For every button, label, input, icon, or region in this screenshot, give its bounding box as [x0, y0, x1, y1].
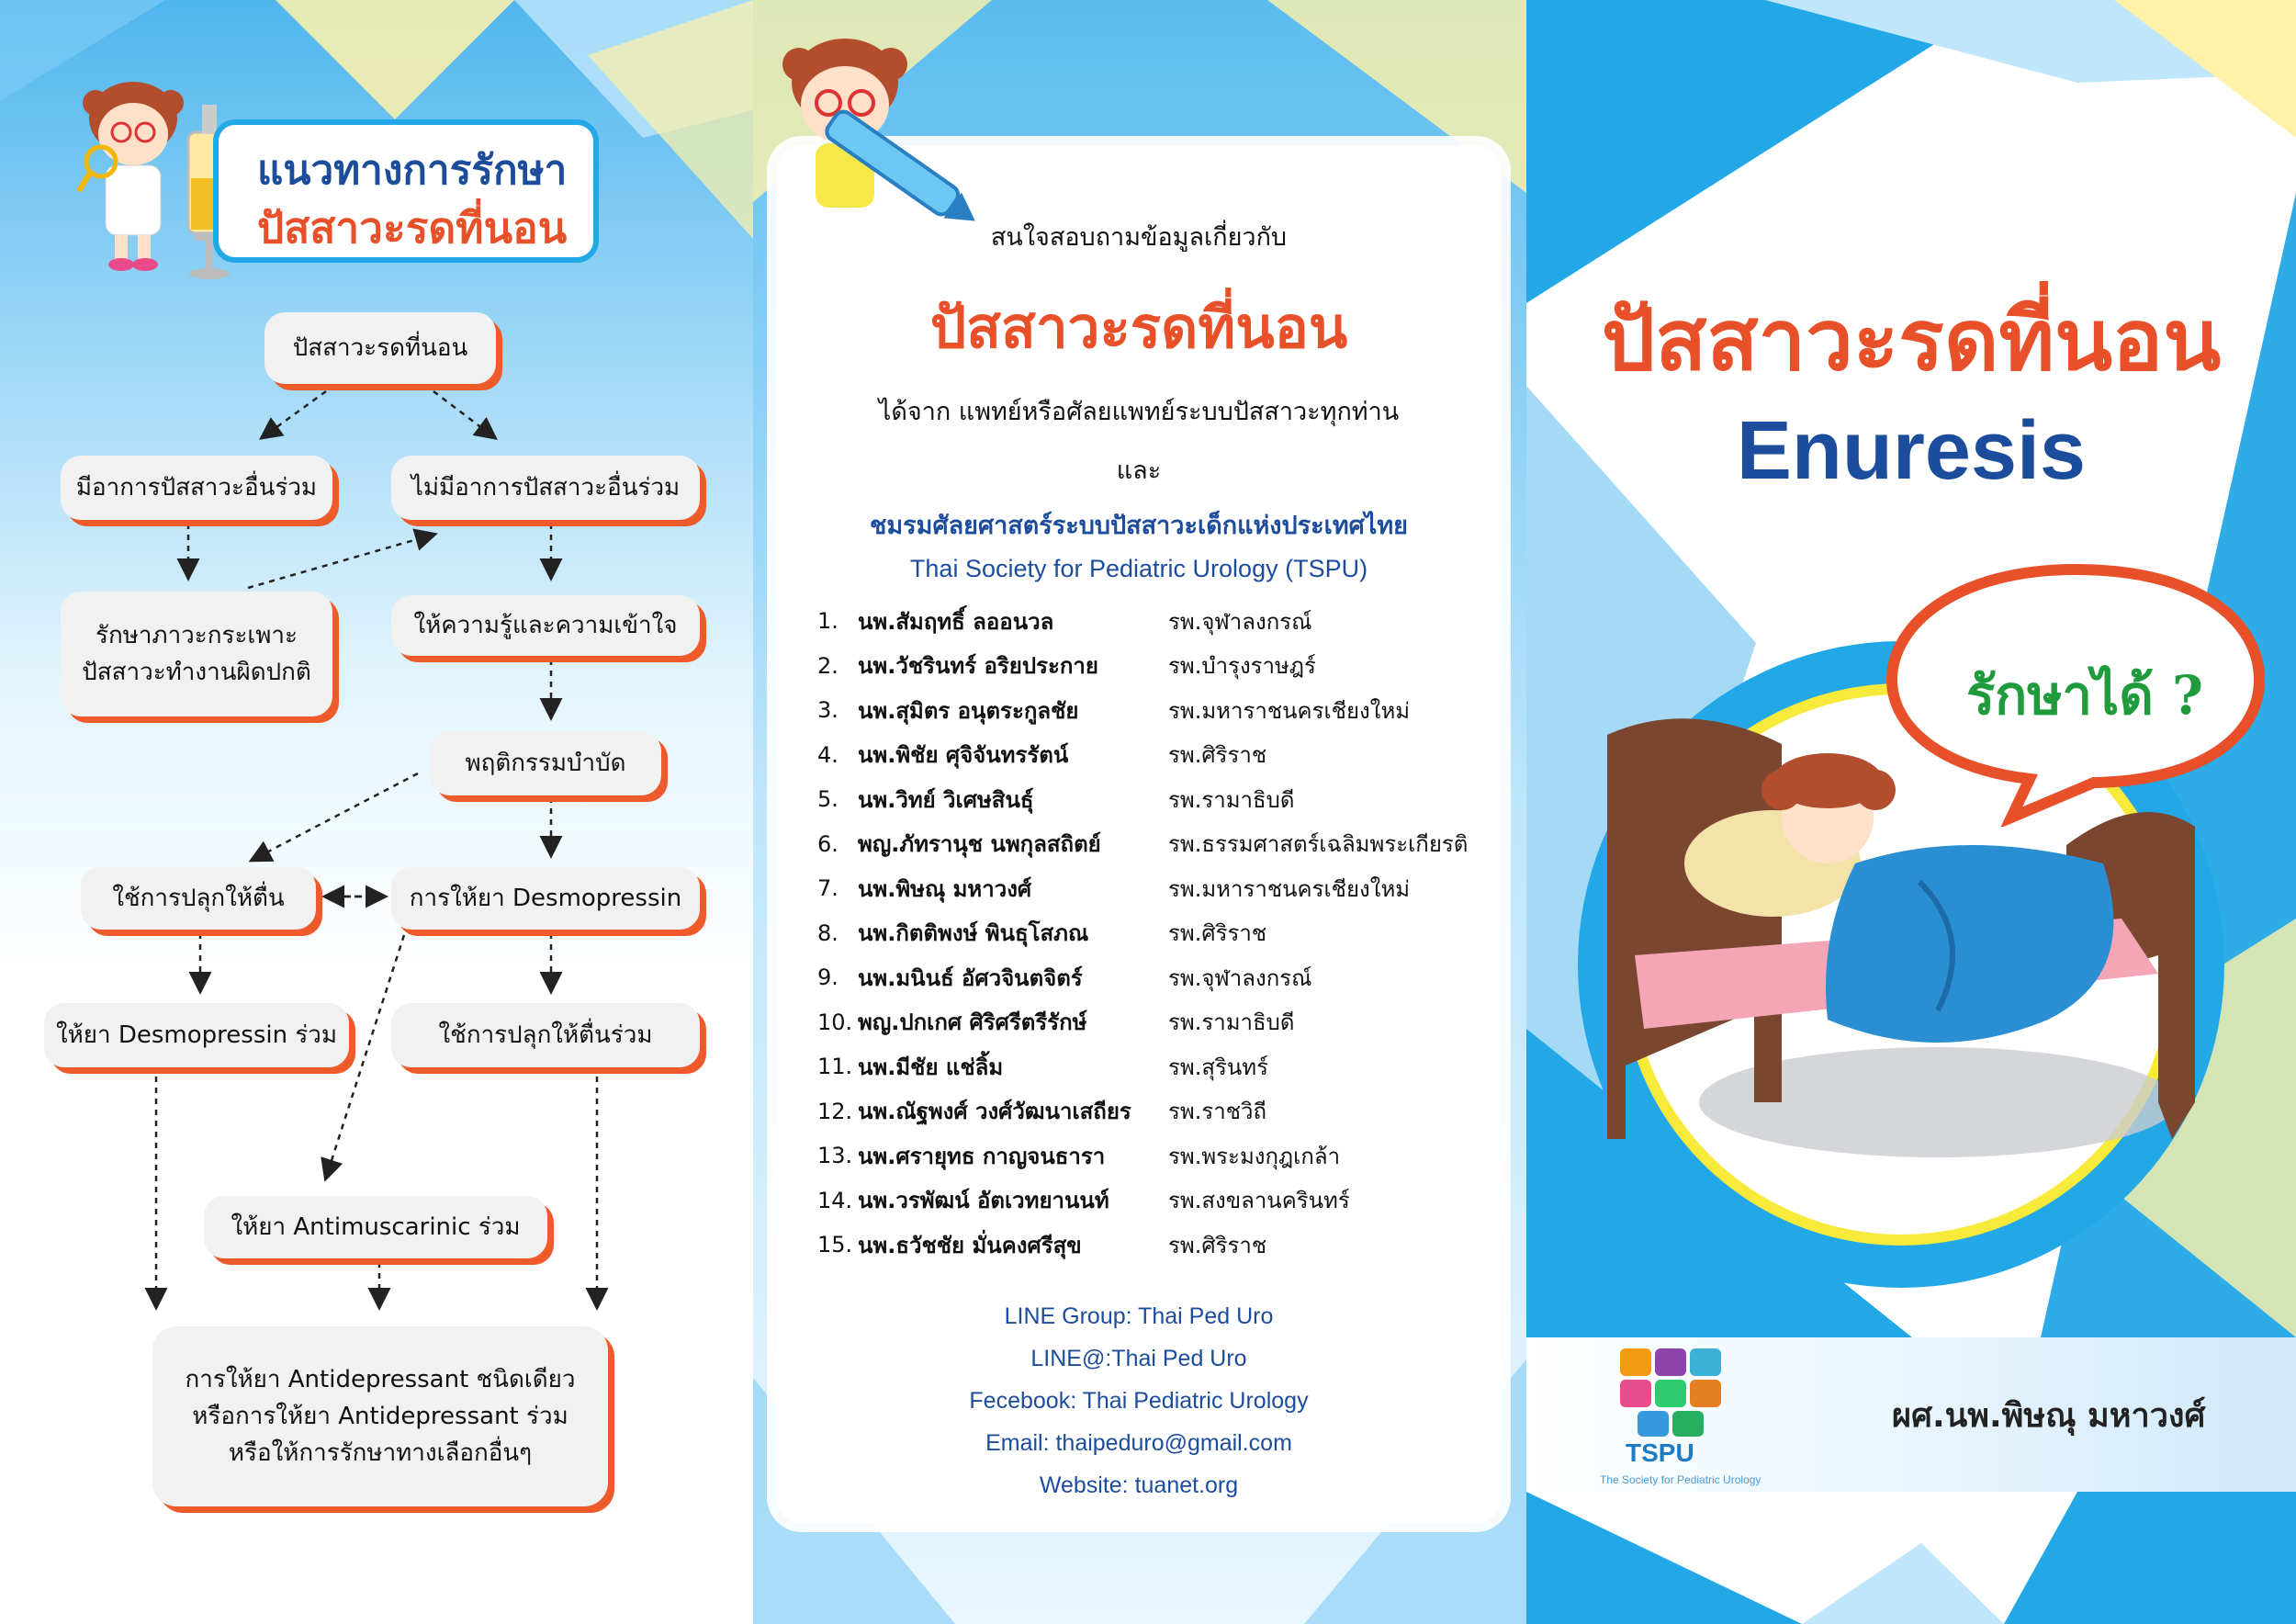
doctor-hospital: รพ.มหาราชนครเชียงใหม่: [1168, 697, 1411, 724]
flow-node-desmopressin: การให้ยา Desmopressin: [391, 867, 700, 930]
doctor-number: 2.: [817, 652, 838, 679]
doctor-name: นพ.กิตติพงษ์ พินธุโสภณ: [858, 920, 1089, 947]
list-item: [817, 1133, 1497, 1179]
final-line2: หรือการให้ยา Antidepressant ร่วม: [192, 1402, 568, 1430]
list-item: [817, 1179, 1497, 1224]
doctor-number: 1.: [817, 608, 838, 635]
doctor-number: 8.: [817, 919, 838, 946]
contact-channels: [776, 1295, 1502, 1506]
list-item: [817, 599, 1497, 644]
guideline-title-line1: แนวทางการรักษา: [257, 147, 568, 194]
list-item: [817, 733, 1497, 778]
tspu-logo: [1618, 1347, 1725, 1438]
flow-node-no-symptoms: ไม่มีอาการปัสสาวะอื่นร่วม: [391, 456, 700, 520]
doctor-name: นพ.มีชัย แช่ลิ้ม: [858, 1054, 1004, 1080]
flow-node-education: ให้ความรู้และความเข้าใจ: [391, 595, 700, 656]
doctor-hospital: รพ.สุรินทร์: [1168, 1054, 1268, 1080]
facebook-text: Fecebook: Thai Pediatric Urology: [969, 1388, 1309, 1414]
doctor-hospital: รพ.พระมงกุฎเกล้า: [1168, 1143, 1341, 1169]
doctor-name: นพ.พิษณุ มหาวงศ์: [858, 875, 1032, 902]
doctor-number: 15.: [817, 1232, 853, 1258]
doctor-name: นพ.ธวัชชัย มั่นคงศรีสุข: [858, 1232, 1082, 1258]
treat-bladder-line1: รักษาภาวะกระเพาะ: [95, 621, 298, 649]
final-line3: หรือให้การรักษาทางเลือกอื่นๆ: [228, 1439, 533, 1468]
club-name-thai: ชมรมศัลยศาสตร์ระบบปัสสาวะเด็กแห่งประเทศไทย: [870, 512, 1408, 540]
doctor-hospital: รพ.ธรรมศาสตร์เฉลิมพระเกียรติ: [1168, 831, 1469, 858]
doctor-hospital: รพ.จุฬาลงกรณ์: [1168, 608, 1312, 635]
flow-node-treat-bladder: [61, 592, 332, 716]
doctor-name: นพ.มนินธ์ อัศวจินตจิตร์: [858, 964, 1083, 991]
doctor-number: 6.: [817, 830, 838, 857]
list-item: [817, 644, 1497, 689]
list-item: [817, 1089, 1497, 1134]
list-item: [817, 1044, 1497, 1089]
doctor-hospital: รพ.สงขลานครินทร์: [1168, 1188, 1350, 1214]
doctor-name: นพ.วรพัฒน์ อัตเวทยานนท์: [858, 1188, 1109, 1214]
doctor-hospital: รพ.มหาราชนครเชียงใหม่: [1168, 875, 1411, 902]
guideline-title-line2: ปัสสาวะรดที่นอน: [257, 203, 568, 253]
doctor-name: นพ.สุมิตร อนุตระกูลชัย: [858, 697, 1079, 724]
list-item: [817, 1223, 1497, 1268]
list-item: [817, 911, 1497, 956]
cover-title: ปัสสาวะรดที่นอน: [1601, 290, 2222, 389]
list-item: [817, 866, 1497, 911]
list-item: [817, 688, 1497, 733]
contact-and: และ: [1116, 457, 1162, 485]
doctor-name: นพ.พิชัย ศุจิจันทรรัตน์: [858, 742, 1069, 769]
final-line1: การให้ยา Antidepressant ชนิดเดียว: [185, 1365, 576, 1393]
doctor-name: นพ.วัชรินทร์ อริยประกาย: [858, 653, 1098, 680]
flow-node-antidepressant: [152, 1326, 608, 1506]
list-item: [817, 822, 1497, 867]
doctor-number: 3.: [817, 697, 838, 724]
doctor-number: 14.: [817, 1187, 853, 1213]
contact-title: ปัสสาวะรดที่นอน: [929, 294, 1348, 361]
treat-bladder-line2: ปัสสาวะทำงานผิดปกติ: [82, 659, 311, 686]
doctor-name: นพ.ศรายุทธ กาญจนธารา: [858, 1143, 1106, 1169]
doctor-number: 7.: [817, 875, 838, 902]
doctor-number: 10.: [817, 1009, 853, 1035]
doctor-hospital: รพ.ศิริราช: [1168, 920, 1267, 947]
author-name: ผศ.นพ.พิษณุ มหาวงศ์: [1892, 1397, 2206, 1435]
list-item: [817, 955, 1497, 1000]
doctor-name: พญ.ภัทรานุช นพกุลสถิตย์: [858, 831, 1101, 858]
doctor-hospital: รพ.ศิริราช: [1168, 742, 1267, 769]
website-text: Website: tuanet.org: [1039, 1472, 1239, 1498]
email-text: Email: thaipeduro@gmail.com: [985, 1430, 1292, 1456]
contact-intro: สนใจสอบถามข้อมูลเกี่ยวกับ: [990, 223, 1288, 252]
doctor-name: พญ.ปกเกศ ศิริศรีตรีรักษ์: [858, 1009, 1087, 1036]
line-group-text: LINE Group: Thai Ped Uro: [1004, 1303, 1274, 1329]
doctor-number: 11.: [817, 1054, 853, 1080]
doctor-hospital: รพ.รามาธิบดี: [1168, 786, 1295, 813]
tspu-logo-text: TSPU: [1626, 1438, 1694, 1467]
doctor-hospital: รพ.บำรุงราษฎร์: [1168, 653, 1316, 680]
doctor-number: 9.: [817, 964, 838, 991]
line-official-text: LINE@:Thai Ped Uro: [1030, 1346, 1247, 1371]
girl-crayon-illustration: [762, 28, 983, 239]
doctor-number: 13.: [817, 1143, 853, 1169]
flow-node-alarm: ใช้การปลุกให้ตื่น: [81, 867, 316, 930]
flow-node-desmopressin-combo: ให้ยา Desmopressin ร่วม: [44, 1003, 349, 1067]
flow-node-with-symptoms: มีอาการปัสสาวะอื่นร่วม: [61, 456, 332, 520]
contact-from: ได้จาก แพทย์หรือศัลยแพทย์ระบบปัสสาวะทุกท่าน: [878, 398, 1400, 426]
doctor-list: [817, 599, 1497, 1268]
list-item: [817, 1000, 1497, 1045]
tspu-logo-caption: The Society for Pediatric Urology: [1600, 1473, 1761, 1486]
list-item: [817, 777, 1497, 822]
doctor-name: นพ.สัมฤทธิ์ ลออนวล: [858, 608, 1054, 635]
doctor-hospital: รพ.รามาธิบดี: [1168, 1009, 1295, 1036]
flow-node-alarm-combo: ใช้การปลุกให้ตื่นร่วม: [391, 1003, 700, 1067]
doctor-name: นพ.วิทย์ วิเศษสินธุ์: [858, 786, 1034, 813]
doctor-hospital: รพ.ราชวิถี: [1168, 1099, 1267, 1125]
doctor-name: นพ.ณัฐพงศ์ วงศ์วัฒนาเสถียร: [858, 1099, 1131, 1125]
doctor-hospital: รพ.จุฬาลงกรณ์: [1168, 964, 1312, 991]
flow-node-behavior-therapy: พฤติกรรมบำบัด: [430, 731, 661, 795]
doctor-number: 5.: [817, 786, 838, 813]
cover-title-english: Enuresis: [1736, 405, 2087, 497]
doctor-number: 4.: [817, 741, 838, 768]
doctor-hospital: รพ.ศิริราช: [1168, 1232, 1267, 1258]
doctor-number: 12.: [817, 1098, 853, 1124]
bubble-text: รักษาได้ ?: [1965, 664, 2204, 727]
club-name-english: Thai Society for Pediatric Urology (TSPU): [909, 555, 1368, 582]
flow-node-enuresis: ปัสสาวะรดที่นอน: [264, 312, 496, 384]
flow-node-antimuscarinic: ให้ยา Antimuscarinic ร่วม: [204, 1196, 547, 1258]
